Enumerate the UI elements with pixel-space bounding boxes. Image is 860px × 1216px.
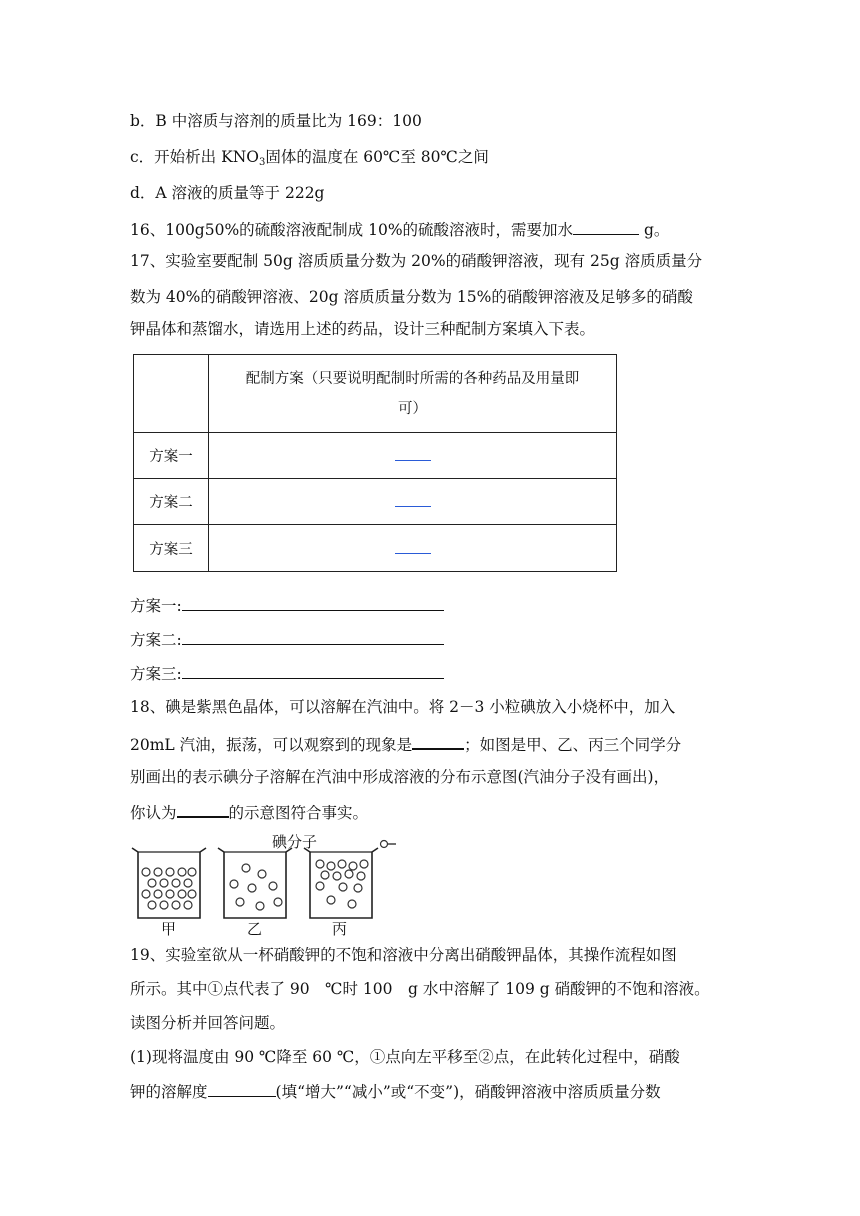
beaker-label-yi: 乙 <box>247 920 263 938</box>
answer-line-1: 方案一: <box>130 594 444 617</box>
table-answer-cell <box>209 525 617 572</box>
answer-link-blank[interactable] <box>395 446 431 461</box>
question-19-line-4: (1)现将温度由 90 ℃降至 60 ℃，①点向左平移至②点，在此转化过程中，硝酸 <box>130 1048 680 1066</box>
answer-blank-16[interactable] <box>573 218 639 235</box>
legend-label: 碘分子 <box>272 833 318 851</box>
answer-blank[interactable] <box>182 628 444 645</box>
iodine-molecule-legend-icon <box>381 841 397 848</box>
option-b: b．B 中溶质与溶剂的质量比为 169：100 <box>130 112 422 130</box>
question-19-line-2: 所示。其中①点代表了 90 ℃时 100 g 水中溶解了 109 g 硝酸钾的不饱和溶液。 <box>130 980 710 998</box>
answer-line-2: 方案二: <box>130 628 444 651</box>
beaker-label-jia: 甲 <box>161 920 177 938</box>
table-row-label: 方案二 <box>134 479 209 525</box>
question-19-line-1: 19、实验室欲从一杯硝酸钾的不饱和溶液中分离出硝酸钾晶体，其操作流程如图 <box>130 946 677 964</box>
question-18-line-1: 18、碘是紫黑色晶体，可以溶解在汽油中。将 2－3 小粒碘放入小烧杯中，加入 <box>130 698 676 716</box>
beaker-figure <box>128 830 458 940</box>
beaker-label-bing: 丙 <box>332 920 348 938</box>
option-d: d．A 溶液的质量等于 222g <box>130 184 325 202</box>
question-17-line-1: 17、实验室要配制 50g 溶质质量分数为 20%的硝酸钾溶液，现有 25g 溶质质量分 <box>130 252 703 270</box>
answer-blank[interactable] <box>182 662 444 679</box>
answer-blank-solubility[interactable] <box>208 1080 276 1097</box>
question-19-line-5: 钾的溶解度 (填“增大”“减小”或“不变”)，硝酸钾溶液中溶质质量分数 <box>130 1080 661 1103</box>
plan-table <box>133 354 617 572</box>
question-18-line-4: 你认为 的示意图符合事实。 <box>130 800 368 824</box>
question-16: 16、100g50%的硫酸溶液配制成 10%的硫酸溶液时，需要加水 g。 <box>130 218 669 241</box>
answer-link-blank[interactable] <box>395 539 431 554</box>
table-header: 配制方案（只要说明配制时所需的各种药品及用量即 可） <box>209 355 617 433</box>
answer-link-blank[interactable] <box>395 492 431 507</box>
answer-blank-figure[interactable] <box>177 800 229 818</box>
table-row-label: 方案三 <box>134 525 209 572</box>
question-18-line-3: 别画出的表示碘分子溶解在汽油中形成溶液的分布示意图(汽油分子没有画出)， <box>130 768 670 786</box>
answer-blank[interactable] <box>182 594 444 611</box>
option-c: c．开始析出 $KNO_3$固体的温度在 60℃至 80℃之间 <box>130 148 489 168</box>
answer-line-3: 方案三: <box>130 662 444 685</box>
table-answer-cell <box>209 433 617 479</box>
question-17-line-3: 钾晶体和蒸馏水，请选用上述的药品，设计三种配制方案填入下表。 <box>130 320 596 338</box>
answer-blank-phenomenon[interactable] <box>412 732 464 750</box>
table-row-label: 方案一 <box>134 433 209 479</box>
table-corner-cell <box>134 355 209 433</box>
question-17-line-2: 数为 40%的硝酸钾溶液、20g 溶质质量分数为 15%的硝酸钾溶液及足够多的硝酸 <box>130 288 693 306</box>
table-answer-cell <box>209 479 617 525</box>
question-18-line-2: 20mL 汽油，振荡，可以观察到的现象是 ；如图是甲、乙、丙三个同学分 <box>130 732 681 756</box>
question-19-line-3: 读图分析并回答问题。 <box>130 1014 286 1032</box>
